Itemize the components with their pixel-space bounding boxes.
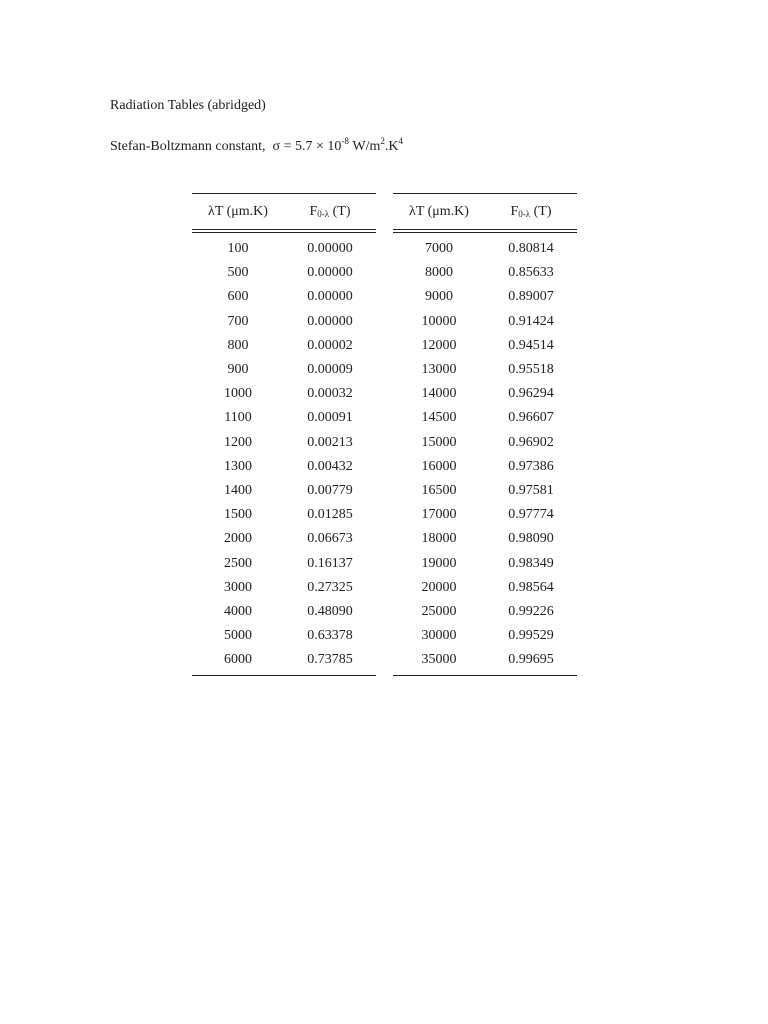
- cell-fraction: 0.00432: [307, 458, 353, 474]
- column-header-lambda-t: λT (μm.K): [409, 203, 469, 219]
- cell-fraction: 0.00000: [307, 265, 353, 281]
- table-header: [393, 194, 577, 233]
- cell-lambda-t: 3000: [224, 579, 252, 595]
- cell-lambda-t: 1100: [224, 410, 252, 426]
- table-row: [393, 479, 577, 503]
- cell-fraction: 0.98349: [508, 555, 554, 571]
- cell-fraction: 0.99529: [508, 628, 554, 644]
- cell-fraction: 0.80814: [508, 241, 554, 257]
- cell-fraction: 0.00213: [307, 434, 353, 450]
- table-row: [192, 648, 376, 672]
- table-row: [192, 551, 376, 575]
- table-row: [192, 261, 376, 285]
- table-row: [192, 600, 376, 624]
- cell-fraction: 0.00091: [307, 410, 353, 426]
- table-row: [393, 310, 577, 334]
- radiation-table-right: [393, 193, 577, 676]
- cell-lambda-t: 16000: [421, 458, 457, 474]
- table-row: [192, 237, 376, 261]
- table-row: [192, 479, 376, 503]
- cell-lambda-t: 8000: [425, 265, 453, 281]
- cell-fraction: 0.27325: [307, 579, 353, 595]
- table-row: [393, 334, 577, 358]
- table-row: [192, 310, 376, 334]
- cell-fraction: 0.95518: [508, 362, 554, 378]
- cell-lambda-t: 1400: [224, 482, 252, 498]
- table-body: [192, 233, 376, 675]
- table-row: [192, 576, 376, 600]
- cell-fraction: 0.63378: [307, 628, 353, 644]
- cell-fraction: 0.94514: [508, 337, 554, 353]
- constant-expression: $\sigma = 5.7 \times 10^{-8}$ $W/m^2.K^4$: [272, 136, 403, 154]
- cell-lambda-t: 10000: [421, 313, 457, 329]
- cell-fraction: 0.00032: [307, 386, 353, 402]
- table-row: [393, 527, 577, 551]
- table-body: [393, 233, 577, 675]
- cell-lambda-t: 1500: [224, 507, 252, 523]
- cell-fraction: 0.97581: [508, 482, 554, 498]
- cell-fraction: 0.96607: [508, 410, 554, 426]
- table-row: [393, 382, 577, 406]
- cell-lambda-t: 100: [227, 241, 249, 257]
- cell-fraction: 0.97774: [508, 507, 554, 523]
- cell-fraction: 0.00000: [307, 241, 353, 257]
- table-row: [192, 431, 376, 455]
- table-row: [192, 624, 376, 648]
- cell-lambda-t: 35000: [421, 652, 457, 668]
- cell-fraction: 0.01285: [307, 507, 353, 523]
- table-row: [393, 624, 577, 648]
- cell-fraction: 0.16137: [307, 555, 353, 571]
- cell-lambda-t: 1000: [224, 386, 252, 402]
- cell-lambda-t: 900: [227, 362, 249, 378]
- cell-lambda-t: 1300: [224, 458, 252, 474]
- stefan-boltzmann-constant: [110, 136, 403, 155]
- column-header-fraction: F0-λ (T): [309, 203, 351, 219]
- cell-lambda-t: 25000: [421, 603, 457, 619]
- cell-lambda-t: 500: [227, 265, 249, 281]
- cell-fraction: 0.06673: [307, 531, 353, 547]
- column-header-lambda-t: λT (μm.K): [208, 203, 268, 219]
- table-row: [393, 431, 577, 455]
- cell-fraction: 0.85633: [508, 265, 554, 281]
- table-row: [393, 285, 577, 309]
- cell-lambda-t: 18000: [421, 531, 457, 547]
- table-row: [393, 261, 577, 285]
- column-header-fraction: F0-λ (T): [510, 203, 552, 219]
- cell-fraction: 0.00009: [307, 362, 353, 378]
- cell-fraction: 0.97386: [508, 458, 554, 474]
- cell-fraction: 0.91424: [508, 313, 554, 329]
- table-row: [393, 455, 577, 479]
- cell-fraction: 0.98090: [508, 531, 554, 547]
- table-row: [393, 551, 577, 575]
- cell-fraction: 0.00779: [307, 482, 353, 498]
- table-row: [393, 406, 577, 430]
- cell-lambda-t: 12000: [421, 337, 457, 353]
- cell-fraction: 0.00000: [307, 313, 353, 329]
- table-row: [393, 600, 577, 624]
- cell-fraction: 0.96294: [508, 386, 554, 402]
- cell-lambda-t: 6000: [224, 652, 252, 668]
- cell-fraction: 0.98564: [508, 579, 554, 595]
- cell-lambda-t: 13000: [421, 362, 457, 378]
- radiation-table-left: [192, 193, 376, 676]
- cell-lambda-t: 19000: [421, 555, 457, 571]
- document-title: Radiation Tables (abridged): [110, 98, 266, 113]
- cell-lambda-t: 2000: [224, 531, 252, 547]
- cell-fraction: 0.99695: [508, 652, 554, 668]
- table-row: [192, 358, 376, 382]
- cell-fraction: 0.73785: [307, 652, 353, 668]
- cell-lambda-t: 15000: [421, 434, 457, 450]
- cell-lambda-t: 20000: [421, 579, 457, 595]
- cell-fraction: 0.96902: [508, 434, 554, 450]
- cell-lambda-t: 800: [227, 337, 249, 353]
- table-row: [393, 648, 577, 672]
- table-row: [393, 358, 577, 382]
- table-row: [192, 527, 376, 551]
- cell-lambda-t: 9000: [425, 289, 453, 305]
- table-row: [192, 334, 376, 358]
- table-header: [192, 194, 376, 233]
- table-row: [192, 382, 376, 406]
- cell-lambda-t: 17000: [421, 507, 457, 523]
- cell-lambda-t: 1200: [224, 434, 252, 450]
- cell-fraction: 0.00000: [307, 289, 353, 305]
- cell-fraction: 0.00002: [307, 337, 353, 353]
- cell-lambda-t: 700: [227, 313, 249, 329]
- table-row: [393, 576, 577, 600]
- cell-lambda-t: 14500: [421, 410, 457, 426]
- cell-lambda-t: 30000: [421, 628, 457, 644]
- cell-lambda-t: 14000: [421, 386, 457, 402]
- cell-lambda-t: 7000: [425, 241, 453, 257]
- table-row: [192, 406, 376, 430]
- cell-lambda-t: 600: [227, 289, 249, 305]
- cell-fraction: 0.99226: [508, 603, 554, 619]
- cell-fraction: 0.89007: [508, 289, 554, 305]
- constant-label: Stefan-Boltzmann constant,: [110, 139, 266, 154]
- cell-fraction: 0.48090: [307, 603, 353, 619]
- table-row: [393, 237, 577, 261]
- cell-lambda-t: 5000: [224, 628, 252, 644]
- table-row: [393, 503, 577, 527]
- cell-lambda-t: 4000: [224, 603, 252, 619]
- cell-lambda-t: 16500: [421, 482, 457, 498]
- table-row: [192, 503, 376, 527]
- table-row: [192, 285, 376, 309]
- cell-lambda-t: 2500: [224, 555, 252, 571]
- table-row: [192, 455, 376, 479]
